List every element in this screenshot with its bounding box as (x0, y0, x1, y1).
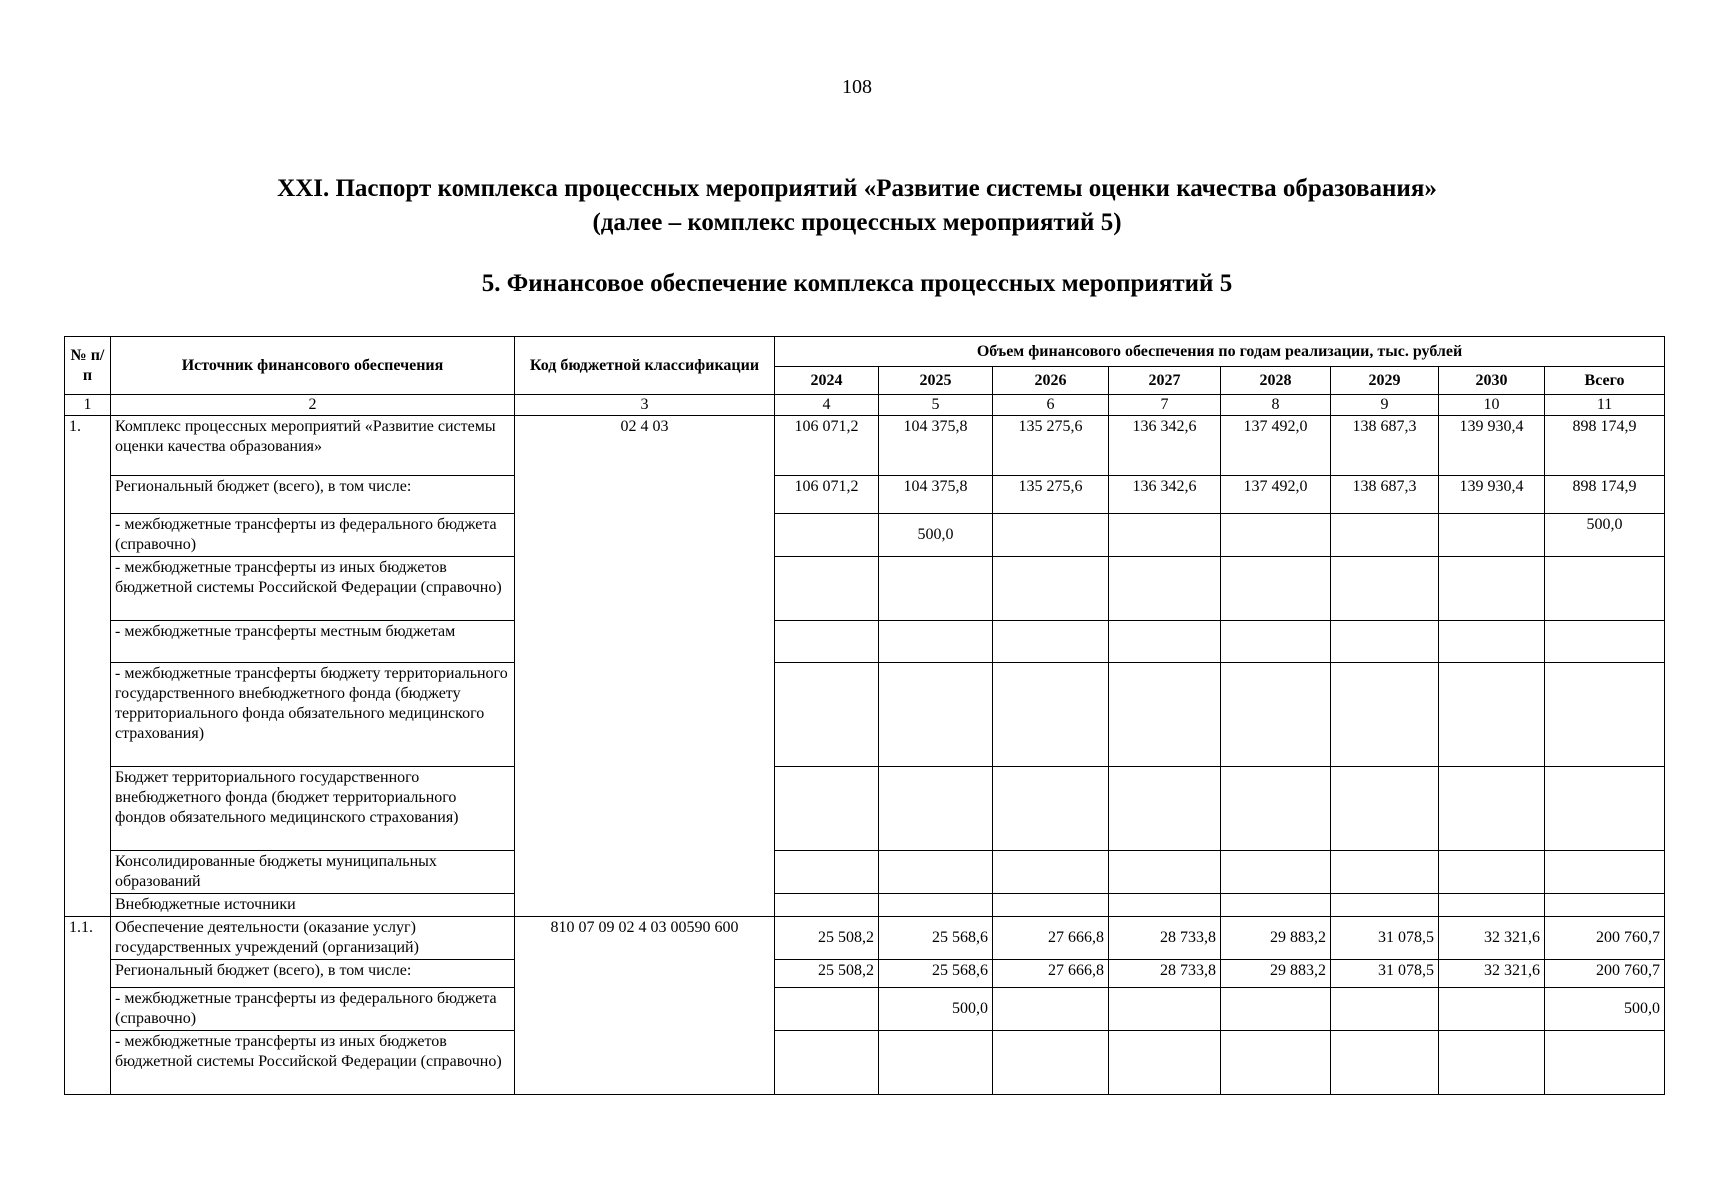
value-cell: 32 321,6 (1439, 917, 1545, 960)
row-label: - межбюджетные трансферты бюджету территориального государственного внебюджетного фонда (бюджету территориального фонда обязательного медицинского страхования) (111, 663, 515, 767)
value-cell (1439, 514, 1545, 557)
value-cell (1109, 988, 1221, 1031)
table-row (65, 621, 1665, 663)
header-volume: Объем финансового обеспечения по годам реализации, тыс. рублей (775, 337, 1665, 367)
table-row (65, 476, 1665, 514)
header-year: 2025 (879, 367, 993, 395)
column-number: 5 (879, 395, 993, 416)
title-line-2: (далее – комплекс процессных мероприятий 5) (592, 209, 1122, 236)
value-cell: 27 666,8 (993, 917, 1109, 960)
title-line-1: XXI. Паспорт комплекса процессных мероприятий «Развитие системы оценки качества образования» (277, 175, 1437, 202)
value-cell (775, 514, 879, 557)
header-source: Источник финансового обеспечения (111, 337, 515, 395)
value-cell: 135 275,6 (993, 476, 1109, 514)
value-cell (1109, 514, 1221, 557)
column-number: 2 (111, 395, 515, 416)
table-row (65, 894, 1665, 917)
value-cell: 135 275,6 (993, 416, 1109, 476)
value-cell: 29 883,2 (1221, 917, 1331, 960)
value-cell: 31 078,5 (1331, 960, 1439, 988)
header-year: 2027 (1109, 367, 1221, 395)
column-number-row (65, 395, 1665, 416)
row-label: - межбюджетные трансферты местным бюджетам (111, 621, 515, 663)
page-number: 108 (842, 76, 872, 98)
column-number: 7 (1109, 395, 1221, 416)
value-cell: 104 375,8 (879, 476, 993, 514)
row-label: Консолидированные бюджеты муниципальных образований (111, 851, 515, 894)
table-row (65, 416, 1665, 476)
table-row (65, 917, 1665, 960)
column-number: 9 (1331, 395, 1439, 416)
table-row (65, 663, 1665, 767)
budget-code: 810 07 09 02 4 03 00590 600 (515, 917, 775, 1095)
value-cell: 200 760,7 (1545, 960, 1665, 988)
row-label: - межбюджетные трансферты из иных бюджетов бюджетной системы Российской Федерации (справочно) (111, 557, 515, 621)
table-row (65, 557, 1665, 621)
table-row (65, 767, 1665, 851)
value-cell (1221, 988, 1331, 1031)
value-cell: 500,0 (879, 988, 993, 1031)
value-cell: 25 568,6 (879, 960, 993, 988)
value-cell: 28 733,8 (1109, 917, 1221, 960)
column-number: 8 (1221, 395, 1331, 416)
header-year: 2024 (775, 367, 879, 395)
value-cell: 500,0 (879, 514, 993, 557)
value-cell: 898 174,9 (1545, 416, 1665, 476)
page-title (0, 172, 1714, 240)
value-cell (775, 988, 879, 1031)
value-cell: 500,0 (1545, 514, 1665, 557)
value-cell: 136 342,6 (1109, 416, 1221, 476)
value-cell: 500,0 (1545, 988, 1665, 1031)
value-cell: 31 078,5 (1331, 917, 1439, 960)
column-number: 6 (993, 395, 1109, 416)
header-year: 2028 (1221, 367, 1331, 395)
column-number: 1 (65, 395, 111, 416)
header-number: № п/п (65, 337, 111, 395)
value-cell: 137 492,0 (1221, 476, 1331, 514)
table-row (65, 514, 1665, 557)
financing-table (64, 336, 1665, 1095)
table-row (65, 988, 1665, 1031)
header-year: 2029 (1331, 367, 1439, 395)
column-number: 10 (1439, 395, 1545, 416)
value-cell: 200 760,7 (1545, 917, 1665, 960)
row-label: Региональный бюджет (всего), в том числе: (111, 960, 515, 988)
row-label: - межбюджетные трансферты из федерального бюджета (справочно) (111, 514, 515, 557)
table-row (65, 851, 1665, 894)
column-number: 11 (1545, 395, 1665, 416)
value-cell (993, 988, 1109, 1031)
value-cell (1221, 514, 1331, 557)
value-cell: 28 733,8 (1109, 960, 1221, 988)
header-total: Всего (1545, 367, 1665, 395)
value-cell (993, 514, 1109, 557)
value-cell: 136 342,6 (1109, 476, 1221, 514)
value-cell: 27 666,8 (993, 960, 1109, 988)
row-index: 1.1. (65, 917, 111, 1095)
value-cell: 137 492,0 (1221, 416, 1331, 476)
value-cell: 25 508,2 (775, 917, 879, 960)
row-label: Бюджет территориального государственного внебюджетного фонда (бюджет территориального фондов обязательного медицинского страхования) (111, 767, 515, 851)
budget-code: 02 4 03 (515, 416, 775, 917)
value-cell (1439, 988, 1545, 1031)
value-cell: 25 568,6 (879, 917, 993, 960)
column-number: 3 (515, 395, 775, 416)
value-cell (1331, 988, 1439, 1031)
value-cell: 139 930,4 (1439, 476, 1545, 514)
value-cell: 104 375,8 (879, 416, 993, 476)
value-cell: 32 321,6 (1439, 960, 1545, 988)
row-index: 1. (65, 416, 111, 917)
header-year: 2030 (1439, 367, 1545, 395)
table-row (65, 960, 1665, 988)
value-cell: 29 883,2 (1221, 960, 1331, 988)
row-label: Региональный бюджет (всего), в том числе: (111, 476, 515, 514)
value-cell: 25 508,2 (775, 960, 879, 988)
column-number: 4 (775, 395, 879, 416)
value-cell: 106 071,2 (775, 416, 879, 476)
value-cell: 898 174,9 (1545, 476, 1665, 514)
value-cell: 139 930,4 (1439, 416, 1545, 476)
header-year: 2026 (993, 367, 1109, 395)
row-label: Внебюджетные источники (111, 894, 515, 917)
row-label: Обеспечение деятельности (оказание услуг) государственных учреждений (организаций) (111, 917, 515, 960)
value-cell (1331, 514, 1439, 557)
section-subtitle: 5. Финансовое обеспечение комплекса процессных мероприятий 5 (481, 270, 1233, 297)
row-label: - межбюджетные трансферты из федерального бюджета (справочно) (111, 988, 515, 1031)
header-code: Код бюджетной классификации (515, 337, 775, 395)
row-label: - межбюджетные трансферты из иных бюджетов бюджетной системы Российской Федерации (справочно) (111, 1031, 515, 1095)
row-label: Комплекс процессных мероприятий «Развитие системы оценки качества образования» (111, 416, 515, 476)
table-row (65, 1031, 1665, 1095)
value-cell: 138 687,3 (1331, 476, 1439, 514)
value-cell: 138 687,3 (1331, 416, 1439, 476)
value-cell: 106 071,2 (775, 476, 879, 514)
